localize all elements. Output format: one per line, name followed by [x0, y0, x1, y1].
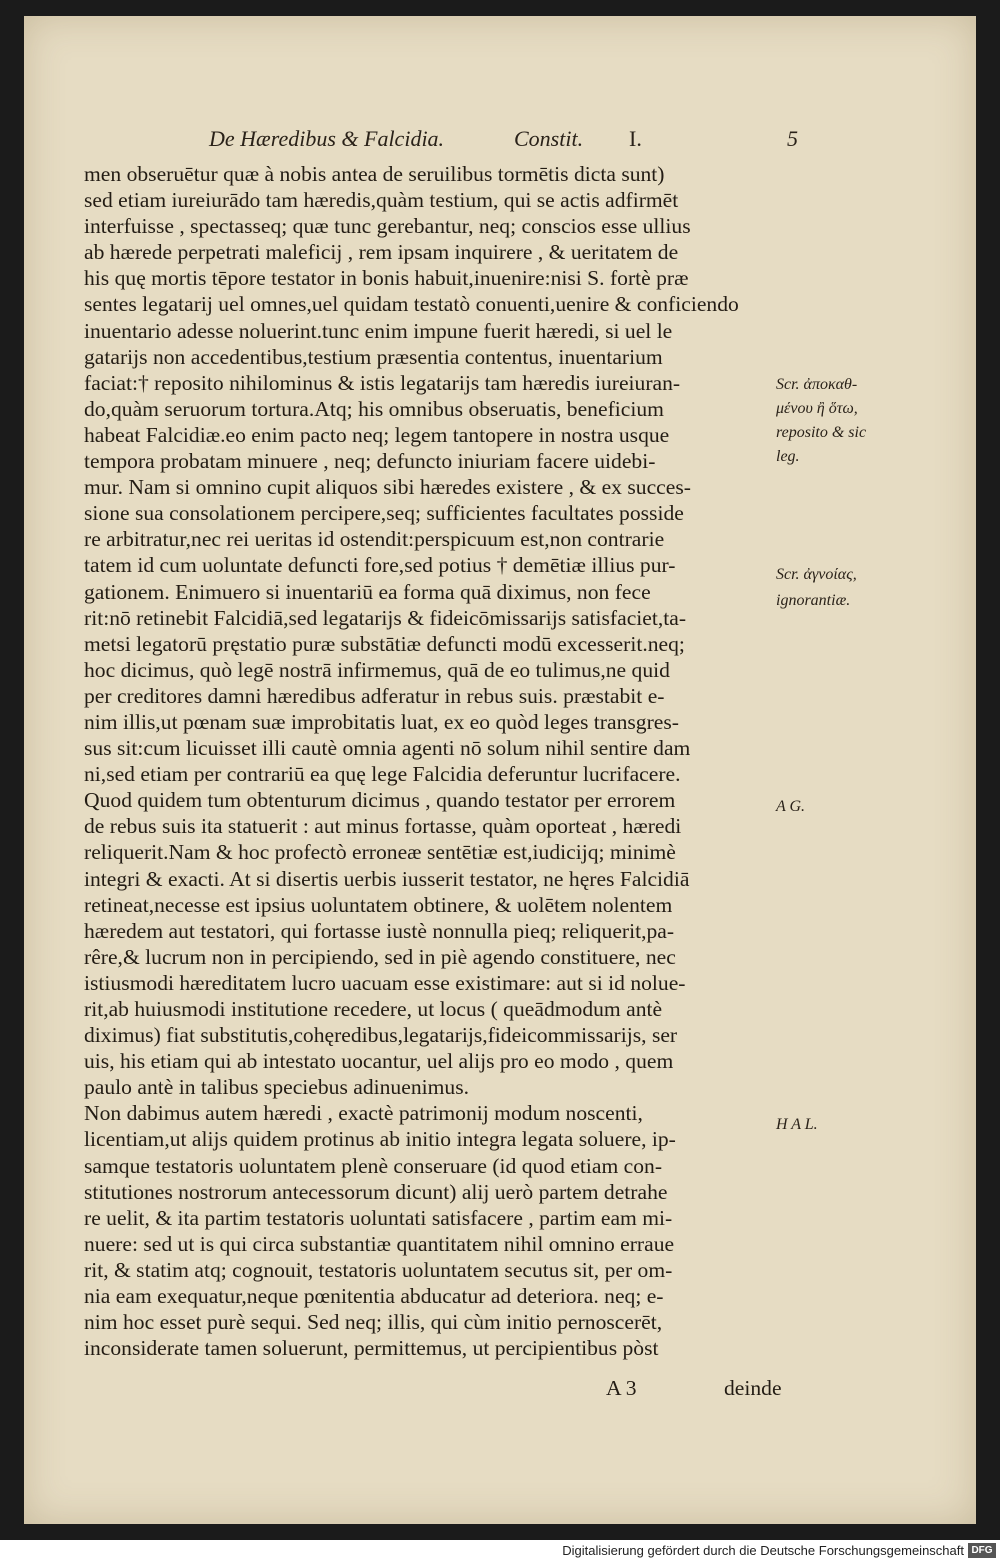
text-line: inuentario adesse noluerint.tunc enim impune fuerit hæredi, si uel le — [84, 318, 673, 343]
text-line: reliquerit.Nam & hoc profectò erroneæ sentētiæ est,iudicijq; minimè — [84, 840, 676, 865]
text-line: do,quàm seruorum tortura.Atq; his omnibus obseruatis, beneficium — [84, 396, 664, 421]
body-text — [84, 161, 796, 1361]
text-line: rêre,& lucrum non in percipiendo, sed in piè agendo constituere, nec — [84, 944, 676, 969]
text-line: gationem. Enimuero si inuentariū ea forma quā diximus, non fece — [84, 579, 651, 604]
text-line: his quę mortis tēpore testator in bonis habuit,inuenire:nisi S. fortè præ — [84, 266, 689, 291]
header-number: I. — [629, 126, 642, 151]
text-line: habeat Falcidiæ.eo enim pacto neq; legem tantopere in nostra usque — [84, 422, 670, 447]
header-section: Constit. — [514, 126, 584, 151]
margin-note: A G. — [776, 798, 806, 815]
margin-note: Scr. ἀποκαθ- — [776, 376, 858, 393]
book-page — [24, 16, 976, 1524]
text-line: sione sua consolationem percipere,seq; sufficientes facultates posside — [84, 501, 684, 526]
text-line: faciat:† reposito nihilominus & istis legatarijs tam hæredis iureiuran- — [84, 370, 681, 395]
text-line: sus sit:cum licuisset illi cautè omnia agenti nō solum nihil sentire dam — [84, 736, 691, 761]
text-line: ab hærede perpetrati maleficij , rem ipsam inquirere , & ueritatem de — [84, 240, 679, 265]
text-line: re arbitratur,nec rei ueritas id ostendit:perspicuum est,non contrarie — [84, 527, 665, 552]
text-line: re uelit, & ita partim testatoris uoluntati satisfacere , partim eam mi- — [84, 1205, 673, 1230]
text-line: sentes legatarij uel omnes,uel quidam testatò conuenti,uenire & conficiendo — [84, 292, 739, 317]
text-line: gatarijs non accedentibus,testium præsentia contentus, inuentarium — [84, 344, 663, 369]
margin-note: ignorantiæ. — [776, 592, 851, 609]
text-line: diximus) fiat substitutis,cohęredibus,legatarijs,fideicommissarijs, ser — [84, 1023, 678, 1048]
text-line: rit,ab huiusmodi institutione recedere, ut locus ( queādmodum antè — [84, 997, 663, 1021]
text-line: hoc dicimus, quò legē nostrā infirmemus, quā de eo tulimus,ne quid — [84, 657, 670, 682]
text-line: uis, his etiam qui ab intestato uocantur, uel alijs pro eo modo , quem — [84, 1049, 674, 1074]
text-line: samque testatoris uoluntatem plenè conseruare (id quod etiam con- — [84, 1153, 663, 1178]
signature-mark: A 3 — [606, 1376, 637, 1400]
text-line: per creditores damni hæredibus adferatur in rebus suis. præstabit e- — [84, 683, 665, 708]
text-line: hæredem aut testatori, qui fortasse iustè nonnulla pieq; reliquerit,pa- — [84, 918, 675, 943]
margin-note: μένου ἢ ὅτω, — [776, 400, 858, 417]
text-line: rit:nō retinebit Falcidiā,sed legatarijs & fideicōmissarijs satisfaciet,ta- — [84, 605, 687, 630]
text-line: Non dabimus autem hæredi , exactè patrimonij modum noscenti, — [84, 1101, 643, 1126]
text-line: tempora probatam minuere , neq; defuncto iniuriam facere uidebi- — [84, 449, 656, 474]
text-line: ni,sed etiam per contrariū ea quę lege Falcidia deferuntur lucrifacere. — [84, 762, 681, 787]
text-line: istiusmodi hæreditatem lucro uacuam esse existimare: aut si id nolue- — [84, 970, 686, 995]
page-number: 5 — [787, 126, 798, 151]
text-line: retineat,necesse est ipsius uoluntatem obtinere, & uolētem nolentem — [84, 892, 673, 917]
catchword: deinde — [724, 1376, 782, 1400]
text-line: stitutiones nostrorum antecessorum dicunt) alij uerò partem detrahe — [84, 1179, 668, 1204]
text-line: interfuisse , spectasseq; quæ tunc gerebantur, neq; conscios esse ullius — [84, 214, 691, 239]
text-line: mur. Nam si omnino cupit aliquos sibi hæredes existere , & ex succes- — [84, 475, 691, 500]
text-line: tatem id cum uoluntate defuncti fore,sed potius † demētiæ illius pur- — [84, 553, 676, 578]
margin-note: H A L. — [776, 1116, 818, 1133]
text-line: nuere: sed ut is qui circa substantiæ quantitatem nihil omnino erraue — [84, 1231, 675, 1256]
margin-note: reposito & sic — [776, 424, 867, 441]
text-line: rit, & statim atq; cognouit, testatoris uoluntatem secutus sit, per om- — [84, 1257, 673, 1282]
running-header — [209, 126, 799, 156]
text-line: integri & exacti. At si disertis uerbis iusserit testator, ne hęres Falcidiā — [84, 866, 690, 891]
header-title: De Hæredibus & Falcidia. — [209, 126, 445, 151]
text-line: sed etiam iureiurādo tam hæredis,quàm testium, qui se actis adfirmēt — [84, 188, 679, 213]
margin-note: Scr. ἀγνοίας, — [776, 566, 857, 583]
text-line: de rebus suis ita statuerit : aut minus fortasse, quàm oporteat , hæredi — [84, 814, 682, 839]
text-line: men obseruētur quæ à nobis antea de seruilibus tormētis dicta sunt) — [84, 162, 665, 186]
text-line: metsi legatorū pręstatio puræ substātiæ defuncti modū excesserit.neq; — [84, 631, 685, 656]
dfg-logo-icon: DFG — [968, 1543, 996, 1558]
digitization-footer — [0, 1540, 1000, 1562]
text-line: Quod quidem tum obtenturum dicimus , quando testator per errorem — [84, 788, 676, 813]
text-line: paulo antè in talibus speciebus adinuenimus. — [84, 1075, 470, 1100]
text-line: inconsiderate tamen soluerunt, permittemus, ut percipientibus pòst — [84, 1336, 659, 1361]
text-line: nia eam exequatur,neque pœnitentia abducatur ad deteriora. neq; e- — [84, 1284, 664, 1309]
text-line: nim illis,ut pœnam suæ improbitatis luat, ex eo quòd leges transgres- — [84, 709, 679, 734]
footer-text: Digitalisierung gefördert durch die Deutsche Forschungsgemeinschaft — [562, 1543, 964, 1558]
text-line: nim hoc esset purè sequi. Sed neq; illis, qui cùm initio pernoscerēt, — [84, 1310, 663, 1335]
margin-note: leg. — [776, 448, 800, 465]
text-line: licentiam,ut alijs quidem protinus ab initio integra legata soluere, ip- — [84, 1127, 676, 1152]
